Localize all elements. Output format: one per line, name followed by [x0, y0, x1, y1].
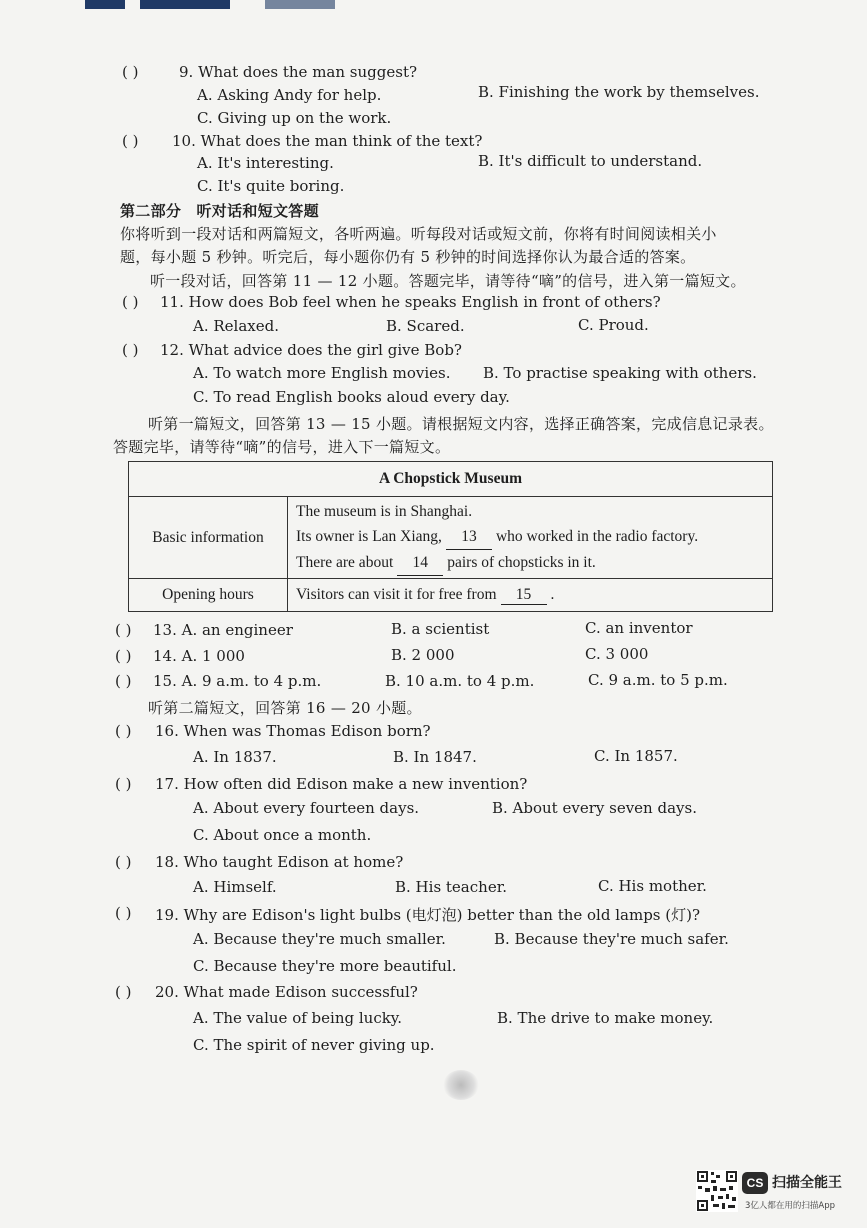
- answer-paren-q13: ( ): [115, 621, 132, 639]
- basic-info-line2: [296, 524, 764, 550]
- q15-option-b: B. 10 a.m. to 4 p.m.: [385, 672, 535, 690]
- part2-intro-line2: 题，每小题 5 秒钟。听完后，每小题你仍有 5 秒钟的时间选择你认为最合适的答案。: [120, 248, 696, 266]
- q16-option-b: B. In 1847.: [393, 748, 477, 766]
- q9-option-a: A. Asking Andy for help.: [197, 86, 382, 104]
- camscanner-title: 扫描全能王: [772, 1175, 842, 1191]
- q18-option-a: A. Himself.: [193, 878, 277, 896]
- answer-paren-q15: ( ): [115, 672, 132, 690]
- q10-option-c: C. It's quite boring.: [197, 177, 345, 195]
- basic-info-line1: The museum is in Shanghai.: [296, 503, 473, 520]
- answer-paren-q18: ( ): [115, 853, 132, 871]
- q18-option-b: B. His teacher.: [395, 878, 507, 896]
- passage2-instruction: 听第二篇短文，回答第 16 — 20 小题。: [148, 699, 422, 717]
- q20-option-c: C. The spirit of never giving up.: [193, 1036, 435, 1054]
- q15-option-a: 15. A. 9 a.m. to 4 p.m.: [153, 672, 322, 690]
- basic-info-line3: [296, 550, 764, 576]
- answer-paren-q9: ( ): [122, 63, 139, 81]
- qr-code-icon: [696, 1170, 738, 1212]
- basic-info-line2-rest: who worked in the radio factory.: [495, 528, 699, 545]
- info-record-table: [128, 461, 773, 612]
- answer-paren-q19: ( ): [115, 904, 132, 922]
- page-number-badge: [443, 1070, 479, 1100]
- camscanner-subtitle: 3亿人都在用的扫描App: [745, 1201, 836, 1211]
- q12-option-c: C. To read English books aloud every day.: [193, 388, 510, 406]
- question-18-stem: 18. Who taught Edison at home?: [155, 853, 404, 871]
- dialog-instruction: 听一段对话，回答第 11 — 12 小题。答题完毕，请等待“嘀”的信号，进入第一篇短文。: [150, 272, 746, 290]
- blank-14[interactable]: 14: [397, 550, 443, 576]
- q16-option-a: A. In 1837.: [193, 748, 277, 766]
- answer-paren-q16: ( ): [115, 722, 132, 740]
- answer-paren-q17: ( ): [115, 775, 132, 793]
- q19-option-c: C. Because they're more beautiful.: [193, 957, 457, 975]
- q15-option-c: C. 9 a.m. to 5 p.m.: [588, 671, 728, 689]
- answer-paren-q14: ( ): [115, 647, 132, 665]
- q14-option-c: C. 3 000: [585, 645, 649, 663]
- part2-heading: 第二部分 听对话和短文答题: [120, 202, 319, 220]
- q10-option-a: A. It's interesting.: [197, 154, 334, 172]
- answer-paren-q20: ( ): [115, 983, 132, 1001]
- question-17-stem: 17. How often did Edison make a new invention?: [155, 775, 528, 793]
- blank-15[interactable]: 15: [501, 586, 547, 605]
- basic-info-line3-text: There are about: [296, 554, 394, 571]
- table-cell-opening-hours: [288, 579, 773, 612]
- question-19-stem: 19. Why are Edison's light bulbs (电灯泡) better than the old lamps (灯)?: [155, 906, 701, 924]
- table-label-opening-hours: Opening hours: [129, 579, 288, 612]
- question-12-stem: 12. What advice does the girl give Bob?: [160, 341, 462, 359]
- q19-option-a: A. Because they're much smaller.: [193, 930, 446, 948]
- q19-option-b: B. Because they're much safer.: [494, 930, 729, 948]
- table-title: A Chopstick Museum: [129, 462, 773, 497]
- q17-option-c: C. About once a month.: [193, 826, 372, 844]
- opening-hours-text: Visitors can visit it for free from: [296, 585, 497, 603]
- q9-option-c: C. Giving up on the work.: [197, 109, 392, 127]
- q17-option-a: A. About every fourteen days.: [193, 799, 420, 817]
- q13-option-c: C. an inventor: [585, 619, 693, 637]
- question-11-stem: 11. How does Bob feel when he speaks English in front of others?: [160, 293, 661, 311]
- q14-option-a: 14. A. 1 000: [153, 647, 245, 665]
- opening-hours-end: .: [550, 585, 555, 603]
- answer-paren-q12: ( ): [122, 341, 139, 359]
- table-cell-basic-info: [288, 497, 773, 579]
- question-16-stem: 16. When was Thomas Edison born?: [155, 722, 431, 740]
- q9-option-b: B. Finishing the work by themselves.: [478, 83, 760, 101]
- question-20-stem: 20. What made Edison successful?: [155, 983, 418, 1001]
- passage1-instruction-line1: 听第一篇短文，回答第 13 — 15 小题。请根据短文内容，选择正确答案，完成信息记录表。: [148, 415, 774, 433]
- passage1-instruction-line2: 答题完毕，请等待“嘀”的信号，进入下一篇短文。: [113, 438, 451, 456]
- blank-13[interactable]: 13: [446, 524, 492, 550]
- basic-info-line3-rest: pairs of chopsticks in it.: [447, 554, 596, 571]
- answer-paren-q10: ( ): [122, 132, 139, 150]
- question-9-stem: 9. What does the man suggest?: [179, 63, 418, 81]
- q13-option-b: B. a scientist: [391, 620, 490, 638]
- q11-option-a: A. Relaxed.: [193, 317, 279, 335]
- question-10-stem: 10. What does the man think of the text?: [172, 132, 483, 150]
- camscanner-logo: CS: [742, 1172, 768, 1194]
- part2-intro-line1: 你将听到一段对话和两篇短文，各听两遍。听每段对话或短文前，你将有时间阅读相关小: [120, 225, 717, 243]
- header-decoration: [85, 0, 385, 12]
- q17-option-b: B. About every seven days.: [492, 799, 697, 817]
- q10-option-b: B. It's difficult to understand.: [478, 152, 703, 170]
- q18-option-c: C. His mother.: [598, 877, 707, 895]
- q11-option-b: B. Scared.: [386, 317, 465, 335]
- q20-option-a: A. The value of being lucky.: [193, 1009, 403, 1027]
- q12-option-b: B. To practise speaking with others.: [483, 364, 757, 382]
- q14-option-b: B. 2 000: [391, 646, 455, 664]
- basic-info-line2-text: Its owner is Lan Xiang,: [296, 528, 442, 545]
- q12-option-a: A. To watch more English movies.: [193, 364, 451, 382]
- answer-paren-q11: ( ): [122, 293, 139, 311]
- table-label-basic-info: Basic information: [129, 497, 288, 579]
- q13-option-a: 13. A. an engineer: [153, 621, 293, 639]
- q20-option-b: B. The drive to make money.: [497, 1009, 714, 1027]
- q11-option-c: C. Proud.: [578, 316, 649, 334]
- q16-option-c: C. In 1857.: [594, 747, 678, 765]
